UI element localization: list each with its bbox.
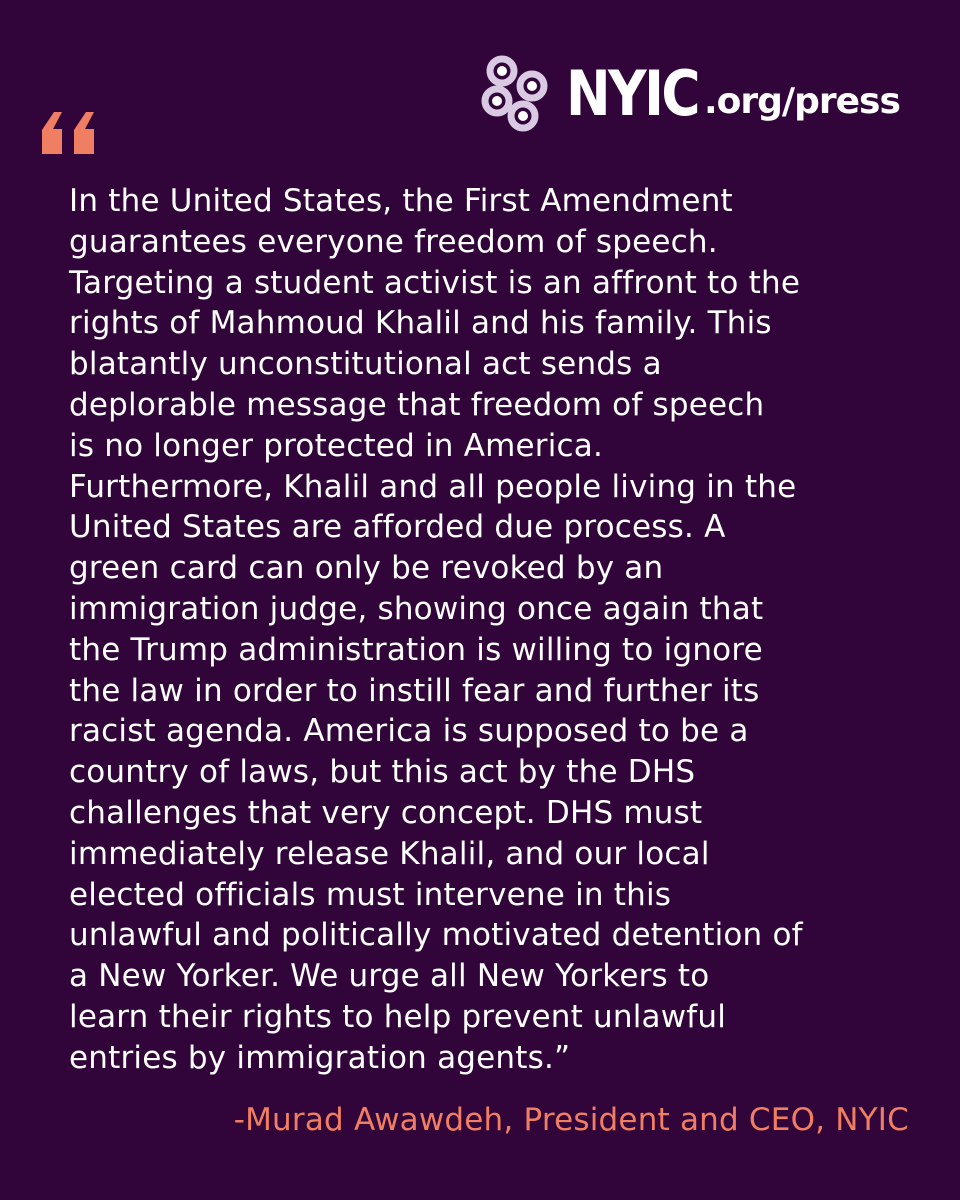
quote-line: blatantly unconstitutional act sends a bbox=[69, 346, 662, 383]
nyic-logo bbox=[478, 52, 900, 136]
quote-line: elected officials must intervene in this bbox=[69, 876, 672, 913]
linked-circles-logo-icon bbox=[478, 52, 556, 136]
quote-line: learn their rights to help prevent unlawful bbox=[69, 998, 727, 1035]
quote-line: rights of Mahmoud Khalil and his family. This bbox=[69, 305, 772, 342]
quote-line: racist agenda. America is supposed to be a bbox=[69, 713, 749, 750]
quote-line: the Trump administration is willing to ignore bbox=[69, 631, 763, 668]
quote-line: is no longer protected in America. bbox=[69, 427, 604, 464]
quote-line: entries by immigration agents.” bbox=[69, 1039, 571, 1076]
open-quotation-mark-icon bbox=[40, 112, 98, 154]
quote-attribution: -Murad Awawdeh, President and CEO, NYIC bbox=[233, 1102, 909, 1138]
quote-line: the law in order to instill fear and further its bbox=[69, 672, 760, 709]
quote-line: unlawful and politically motivated detention of bbox=[69, 917, 803, 954]
quote-line: United States are afforded due process. A bbox=[69, 509, 726, 546]
quote-line: immigration judge, showing once again that bbox=[69, 590, 764, 627]
quote-line: deplorable message that freedom of speech bbox=[69, 386, 765, 423]
quote-line: country of laws, but this act by the DHS bbox=[69, 754, 696, 791]
logo-wordmark: NYIC bbox=[566, 57, 698, 130]
quote-line: challenges that very concept. DHS must bbox=[69, 794, 703, 831]
quote-line: green card can only be revoked by an bbox=[69, 550, 664, 587]
logo-url-suffix: .org/press bbox=[704, 81, 900, 122]
quote-line: guarantees everyone freedom of speech. bbox=[69, 223, 718, 260]
quote-line: a New Yorker. We urge all New Yorkers to bbox=[69, 958, 710, 995]
quote-body bbox=[69, 181, 929, 1079]
quote-line: In the United States, the First Amendment bbox=[69, 183, 733, 219]
quote-line: Targeting a student activist is an affront to the bbox=[69, 264, 801, 301]
quote-line: immediately release Khalil, and our local bbox=[69, 835, 710, 872]
quote-line: Furthermore, Khalil and all people living in the bbox=[69, 468, 797, 505]
